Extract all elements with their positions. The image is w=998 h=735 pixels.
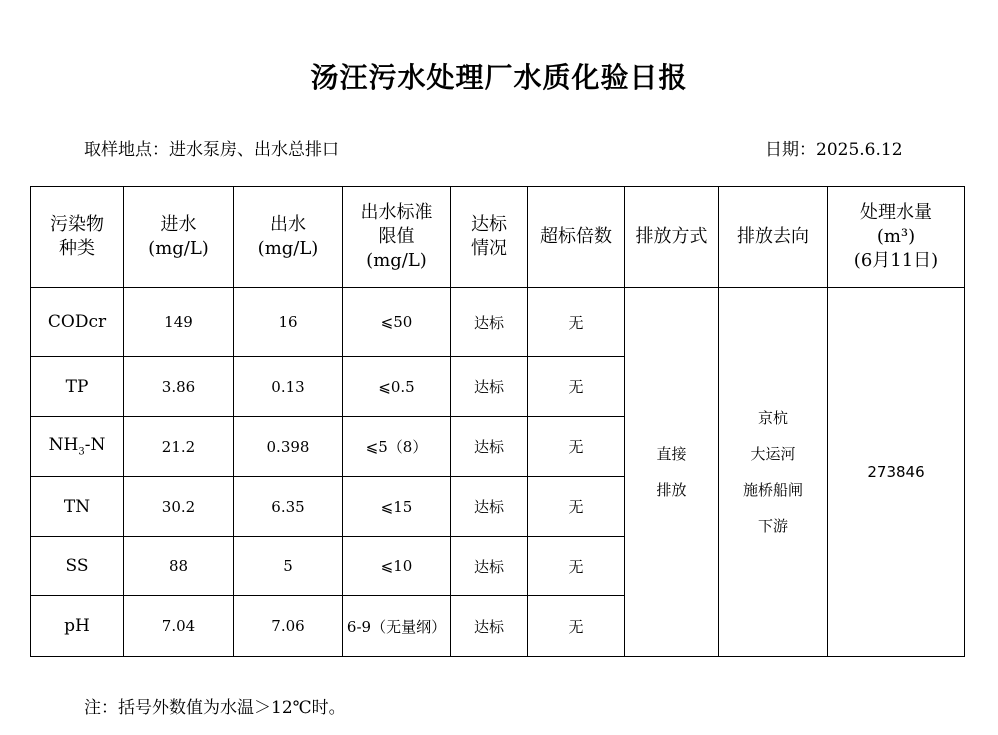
volume-cell: 273846	[828, 288, 965, 657]
status-cell: 达标	[451, 357, 528, 417]
effluent-cell: 6.35	[234, 477, 343, 537]
param-cell: SS	[31, 537, 124, 596]
header-effluent: 出水 (mg/L)	[234, 187, 343, 288]
table-row	[31, 288, 965, 357]
header-volume: 处理水量 (m³) (6月11日)	[828, 187, 965, 288]
exceed-cell: 无	[528, 417, 625, 477]
exceed-cell: 无	[528, 477, 625, 537]
limit-cell: ⩽5（8）	[343, 417, 451, 477]
effluent-cell: 0.398	[234, 417, 343, 477]
limit-cell: 6-9（无量纲）	[343, 596, 451, 657]
exceed-cell: 无	[528, 537, 625, 596]
header-discharge-method: 排放方式	[625, 187, 719, 288]
footnote: 注：括号外数值为水温＞12℃时。	[84, 698, 346, 718]
water-quality-table	[30, 186, 965, 657]
effluent-cell: 7.06	[234, 596, 343, 657]
header-limit: 出水标准 限值 (mg/L)	[343, 187, 451, 288]
exceed-cell: 无	[528, 357, 625, 417]
exceed-cell: 无	[528, 288, 625, 357]
discharge-method-cell: 直接 排放	[625, 288, 719, 657]
param-cell: TN	[31, 477, 124, 537]
influent-cell: 7.04	[124, 596, 234, 657]
report-date: 日期：2025.6.12	[765, 140, 903, 160]
status-cell: 达标	[451, 417, 528, 477]
limit-cell: ⩽10	[343, 537, 451, 596]
influent-cell: 88	[124, 537, 234, 596]
report-title: 汤汪污水处理厂水质化验日报	[310, 61, 688, 94]
influent-cell: 21.2	[124, 417, 234, 477]
sampling-location: 取样地点：进水泵房、出水总排口	[84, 140, 339, 160]
influent-cell: 3.86	[124, 357, 234, 417]
status-cell: 达标	[451, 477, 528, 537]
status-cell: 达标	[451, 288, 528, 357]
header-influent: 进水 (mg/L)	[124, 187, 234, 288]
effluent-cell: 16	[234, 288, 343, 357]
discharge-destination-cell: 京杭 大运河 施桥船闸 下游	[719, 288, 828, 657]
param-cell: TP	[31, 357, 124, 417]
header-row	[31, 187, 965, 288]
header-pollutant: 污染物 种类	[31, 187, 124, 288]
exceed-cell: 无	[528, 596, 625, 657]
param-cell: CODcr	[31, 288, 124, 357]
param-cell: $NH_3-N$	[31, 417, 124, 477]
header-exceed: 超标倍数	[528, 187, 625, 288]
influent-cell: 30.2	[124, 477, 234, 537]
effluent-cell: 0.13	[234, 357, 343, 417]
limit-cell: ⩽50	[343, 288, 451, 357]
header-discharge-destination: 排放去向	[719, 187, 828, 288]
limit-cell: ⩽0.5	[343, 357, 451, 417]
status-cell: 达标	[451, 596, 528, 657]
status-cell: 达标	[451, 537, 528, 596]
header-compliance: 达标 情况	[451, 187, 528, 288]
effluent-cell: 5	[234, 537, 343, 596]
param-cell: pH	[31, 596, 124, 657]
limit-cell: ⩽15	[343, 477, 451, 537]
influent-cell: 149	[124, 288, 234, 357]
